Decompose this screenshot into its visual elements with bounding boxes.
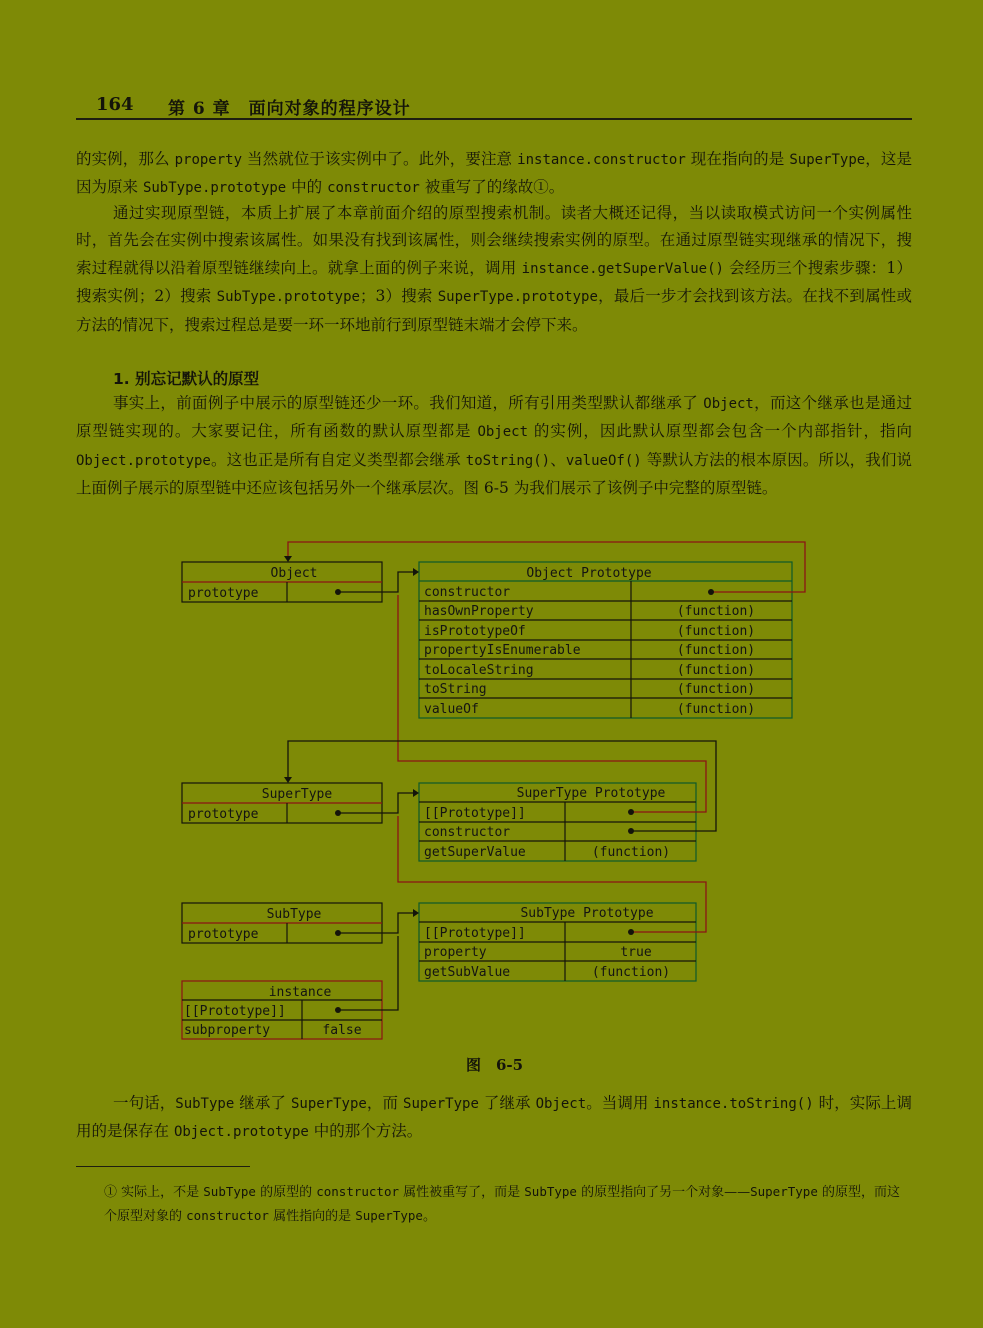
paragraph-text: 的实例，那么 bbox=[76, 150, 175, 168]
paragraph-text: ；3）搜索 bbox=[359, 287, 438, 306]
paragraph-text: 。这也正是所有自定义类型都会继承 bbox=[210, 450, 466, 469]
paragraph-text: 中的那个方法。 bbox=[308, 1122, 423, 1141]
op-row-6-key: valueOf bbox=[424, 702, 479, 717]
op-row-2-key: isPrototypeOf bbox=[424, 624, 526, 639]
paragraph-text: 等默认方法的根本原因。所以，我们说上面例子展示的原型链中还应该包括另外一个继承层次。图 6-5 为我们展示了该例子中完整的原型链。 bbox=[76, 450, 912, 498]
paragraph-text: 。当调用 bbox=[586, 1094, 654, 1112]
paragraph-code: instance.toString() bbox=[653, 1096, 814, 1112]
subtype-prototype-label: prototype bbox=[188, 927, 259, 942]
paragraph-text: 一句话， bbox=[113, 1094, 176, 1112]
paragraph-text: 了继承 bbox=[478, 1094, 536, 1112]
op-row-0-key: constructor bbox=[424, 585, 511, 600]
inst-row-1-key: subproperty bbox=[184, 1023, 271, 1038]
paragraph-code: Object.prototype bbox=[76, 452, 211, 469]
paragraph-text: 、 bbox=[550, 450, 566, 469]
paragraph-code: instance.constructor bbox=[517, 152, 686, 168]
paragraph-text: ，而 bbox=[366, 1094, 404, 1112]
paragraph-code: SuperType bbox=[290, 1096, 367, 1112]
footnote-text: ① 实际上，不是 bbox=[104, 1185, 204, 1200]
paragraph-text: 现在指向的是 bbox=[685, 150, 790, 168]
paragraph-code: SuperType bbox=[789, 152, 866, 168]
sp-row-2-key: getSuperValue bbox=[424, 845, 526, 860]
footnote-text: 的原型指向了另一个对象—— bbox=[576, 1185, 751, 1200]
sp-row-0-key: [[Prototype]] bbox=[424, 806, 526, 821]
paragraph-code: Object bbox=[477, 424, 529, 441]
op-row-6-val: (function) bbox=[676, 702, 756, 717]
paragraph-code: SuperType.prototype bbox=[437, 289, 598, 306]
subtype-prototype-title: SubType Prototype bbox=[520, 906, 654, 921]
paragraph-text: ，最后一步才会找到该方法。在找不到属性或方法的情况下，搜索过程总是要一环一环地前行到原型链末端才会停下来。 bbox=[76, 287, 912, 334]
supertype-title: SuperType bbox=[261, 787, 333, 802]
footnote-text: 属性指向的是 bbox=[268, 1209, 356, 1224]
paragraph-code: Object bbox=[535, 1096, 587, 1112]
op-row-2-val: (function) bbox=[676, 624, 756, 639]
paragraph-code: valueOf() bbox=[565, 452, 642, 469]
paragraph-code: Object.prototype bbox=[173, 1124, 309, 1141]
paragraph-text: 事实上，前面例子中展示的原型链还少一环。我们知道，所有引用类型默认都继承了 bbox=[113, 394, 704, 412]
sbp-row-2-key: getSubValue bbox=[424, 965, 511, 980]
figure-caption: 图 6-5 bbox=[466, 1056, 524, 1074]
footnote-divider bbox=[76, 1166, 250, 1167]
op-row-1-key: hasOwnProperty bbox=[424, 604, 534, 619]
instance-title: instance bbox=[268, 985, 332, 1000]
footnote-code: SuperType bbox=[355, 1208, 423, 1223]
chapter-title: 第 6 章 面向对象的程序设计 bbox=[168, 99, 411, 119]
paragraph-text: 时，实际上调用的是保存在 bbox=[76, 1094, 912, 1141]
footnote-code: SuperType bbox=[750, 1184, 818, 1199]
op-row-5-key: toString bbox=[424, 682, 487, 697]
paragraph-text: 中的 bbox=[286, 178, 328, 197]
footnote-text: 。 bbox=[422, 1209, 436, 1224]
sp-row-1-key: constructor bbox=[424, 825, 511, 840]
footnote bbox=[104, 1180, 912, 1228]
paragraph-text: 继承了 bbox=[234, 1094, 291, 1112]
edge-instance-to-subproto bbox=[338, 936, 398, 1010]
paragraph-code: Object bbox=[703, 396, 754, 412]
paragraph-text: ，这是因为原来 bbox=[76, 150, 912, 197]
paragraph-code: toString() bbox=[465, 452, 551, 469]
paragraph-code: SuperType bbox=[403, 1096, 479, 1112]
paragraph-code: SubType.prototype bbox=[216, 289, 360, 306]
footnote-text: 属性被重写了，而是 bbox=[399, 1185, 525, 1200]
subtype-title: SubType bbox=[266, 907, 322, 922]
footnote-code: constructor bbox=[316, 1184, 400, 1199]
paragraph-text: 会经历三个搜索步骤：1）搜索实例；2）搜索 bbox=[76, 258, 912, 306]
paragraph-text: 的实例，因此默认原型都会包含一个内部指针，指向 bbox=[528, 422, 912, 441]
footnote-code: constructor bbox=[186, 1208, 269, 1223]
footnote-text: 的原型，而这个原型对象的 bbox=[104, 1185, 900, 1224]
paragraph-text: 当然就位于该实例中了。此外，要注意 bbox=[242, 150, 518, 168]
op-row-4-val: (function) bbox=[676, 663, 756, 678]
sbp-row-2-val: (function) bbox=[591, 965, 671, 980]
op-row-1-val: (function) bbox=[676, 604, 756, 619]
op-row-3-val: (function) bbox=[676, 643, 756, 658]
page-number: 164 bbox=[96, 94, 134, 115]
inst-row-1-val: false bbox=[322, 1023, 362, 1038]
paragraph-text: 被重写了的缘故①。 bbox=[419, 178, 565, 197]
supertype-prototype-label: prototype bbox=[188, 807, 259, 822]
footnote-code: SubType bbox=[203, 1184, 256, 1199]
sbp-row-1-val: true bbox=[620, 945, 652, 960]
paragraph-code: constructor bbox=[327, 180, 420, 197]
op-row-3-key: propertyIsEnumerable bbox=[424, 643, 581, 658]
op-row-5-val: (function) bbox=[676, 682, 756, 697]
sbp-row-1-key: property bbox=[424, 945, 487, 960]
inst-row-0-key: [[Prototype]] bbox=[184, 1004, 286, 1019]
footnote-text: 的原型的 bbox=[255, 1185, 317, 1200]
supertype-prototype-title: SuperType Prototype bbox=[516, 786, 666, 801]
op-row-4-key: toLocaleString bbox=[424, 663, 534, 678]
paragraph-text: 通过实现原型链，本质上扩展了本章前面介绍的原型搜索机制。读者大概还记得，当以读取模式访问一个实例属性时，首先会在实例中搜索该属性。如果没有找到该属性，则会继续搜索实例的原型。在通过原型链实现继承的情况下，搜索过程就得以沿着原型链继续向上。就拿上面的例子来说，调用 bbox=[76, 204, 912, 277]
sp-row-2-val: (function) bbox=[591, 845, 671, 860]
paragraph-code: SubType bbox=[175, 1096, 235, 1112]
footnote-code: SubType bbox=[524, 1184, 577, 1199]
object-title: Object bbox=[270, 566, 318, 581]
paragraph-4 bbox=[76, 1090, 912, 1147]
object-prototype-title: Object Prototype bbox=[526, 566, 652, 581]
object-prototype-label: prototype bbox=[188, 586, 259, 601]
paragraph-code: instance.getSuperValue() bbox=[521, 260, 724, 277]
sbp-row-0-key: [[Prototype]] bbox=[424, 926, 526, 941]
paragraph-text: ，而这个继承也是通过原型链实现的。大家要记住，所有函数的默认原型都是 bbox=[76, 394, 912, 441]
paragraph-code: SubType.prototype bbox=[142, 180, 287, 197]
paragraph-code: property bbox=[174, 152, 243, 168]
section-heading: 1. 别忘记默认的原型 bbox=[113, 370, 260, 388]
